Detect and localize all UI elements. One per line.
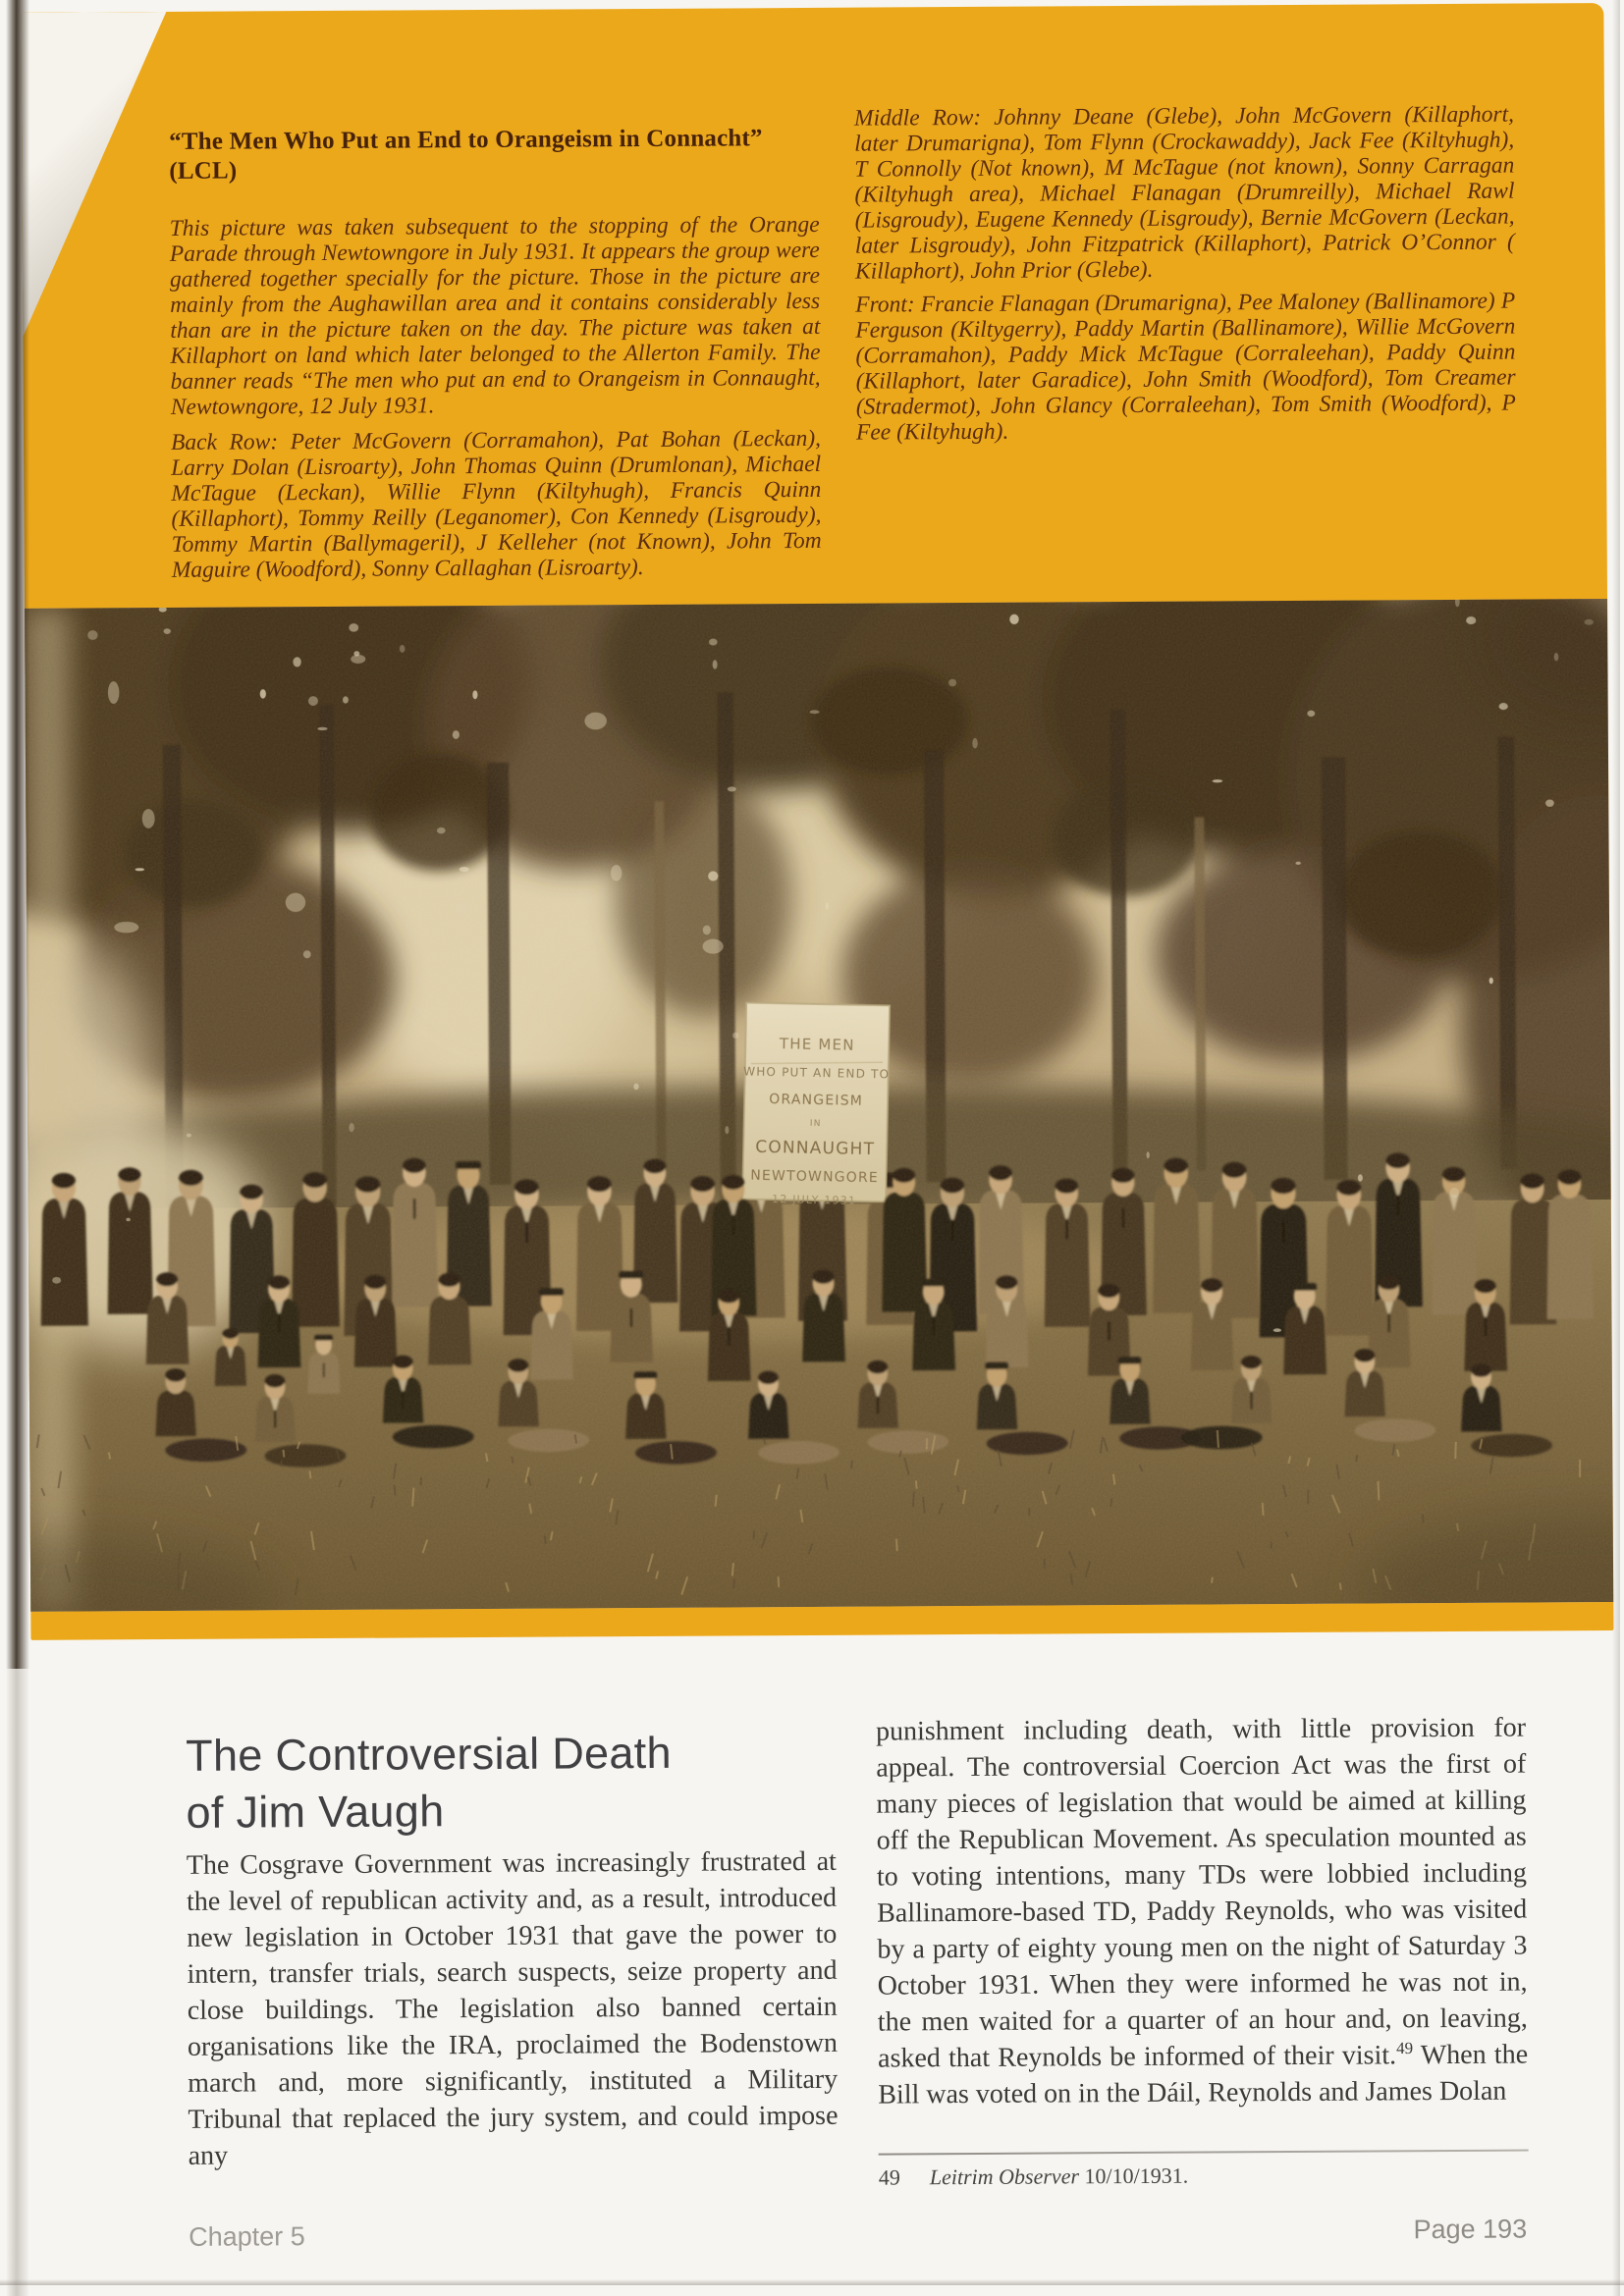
footnote-date: 10/10/1931. [1078, 2163, 1189, 2189]
page-edge-bottom [0, 2279, 1624, 2285]
footnote-reference: 49 [1395, 2038, 1414, 2058]
page-number: Page 193 [1413, 2214, 1528, 2245]
article-body-left: The Cosgrave Government was increasingly frustrated at the level of republican activity and, as a result, introduced new legislation in October 1931 that gave the power to intern, transfer trials, search suspects, seize property and close buildings. The legislation also banned certain organisations like the IRA, proclaimed the Bodenstown march and, more significantly, instituted a Military Tribunal that replaced the jury system, and could impose any [186, 1845, 839, 2171]
photo-title: “The Men Who Put an End to Orangeism in Connacht” (LCL) [169, 125, 763, 185]
group-photograph [25, 599, 1613, 1612]
page-edge-left-light [6, 1669, 29, 2296]
article-body-right-text: punishment including death, with little provision for appeal. The controversial Coercion Act was the first of many pieces of legislation that would be aimed at killing off the Republican Movement. As speculation mounted as to voting intentions, many TDs were lobbied including Ballinamore-based TD, Paddy Reynolds, who was visited by a party of eighty young men on the night of Saturday 3 October 1931. When they were informed he was not in, the men waited for a quarter of an hour and, on leaving, asked that Reynolds be informed of their visit. [875, 1712, 1528, 2074]
page-edge-right [1612, 0, 1620, 2296]
page-corner-curl [21, 12, 168, 337]
chapter-label: Chapter 5 [189, 2221, 305, 2252]
middle-row-caption: Middle Row: Johnny Deane (Glebe), John McGovern (Killaphort, later Drumarigna), Tom Flynn (Crockawaddy), Jack Fee (Kiltyhugh), T Connolly (Not known), M McTague (not known), Sonny Carragan (Kiltyhugh area), Michael Flanagan (Drumreilly), Michael Rawl (Lisgroudy), Eugene Kennedy (Lisgroudy), Bernie McGovern (Leckan, later Lisgroudy), John Fitzpatrick (Killaphort), Patrick O’Connor ( Killaphort), John Prior (Glebe). [853, 101, 1515, 285]
article-heading [186, 1723, 893, 1841]
front-row-caption: Front: Francie Flanagan (Drumarigna), Pee Maloney (Ballinamore) P Ferguson (Kiltygerry), Paddy Martin (Ballinamore), Willie McGovern (Corramahon), Paddy Mick McTague (Corraleehan), Paddy Quinn (Killaphort, later Garadice), John Smith (Woodford), Tom Creamer (Stradermot), John Glancy (Corraleehan), Tom Smith (Woodford), P Fee (Kiltyhugh). [855, 288, 1516, 446]
caption-column-left [169, 124, 822, 593]
caption-column-right [854, 102, 1516, 454]
article-heading-line2: of Jim Vaugh [186, 1786, 445, 1838]
photo-caption-panel [21, 3, 1613, 1640]
footnote-source: Leitrim Observer [929, 2163, 1080, 2190]
page-edge-left-dark [6, 0, 29, 1669]
article-body-right-cont: When the Bill was voted on in the Dáil, Reynolds and James Dolan [878, 2039, 1529, 2110]
back-row-caption: Back Row: Peter McGovern (Corramahon), Pat Bohan (Leckan), Larry Dolan (Lisroarty), John Thomas Quinn (Drumlonan), Michael McTague (Leckan), Willie Flynn (Kiltyhugh), Francis Quinn (Killaphort), Tommy Reilly (Leganomer), Con Kennedy (Lisgroudy), Tommy Martin (Ballymageril), J Kelleher (not Known), John Tom Maguire (Woodford), Sonny Callaghan (Lisroarty). [170, 425, 822, 583]
article-heading-line1: The Controversial Death [186, 1727, 672, 1781]
page-footer [189, 2215, 1527, 2253]
footnote [879, 2162, 1529, 2191]
footnote-divider [879, 2150, 1529, 2156]
footnote-number: 49 [878, 2164, 900, 2190]
article-body-right [876, 1710, 1528, 2113]
photo-intro-caption: This picture was taken subsequent to the stopping of the Orange Parade through Newtowngore in July 1931. It appears the group were gathered together specially for the picture. Those in the picture are mainly from the Aughawillan area and it contains considerably less than are in the picture taken on the day. The picture was taken at Killaphort on land which later belonged to the Allerton Family. The banner reads “The men who put an end to Orangeism in Connaught, Newtowngore, 12 July 1931. [169, 211, 821, 420]
